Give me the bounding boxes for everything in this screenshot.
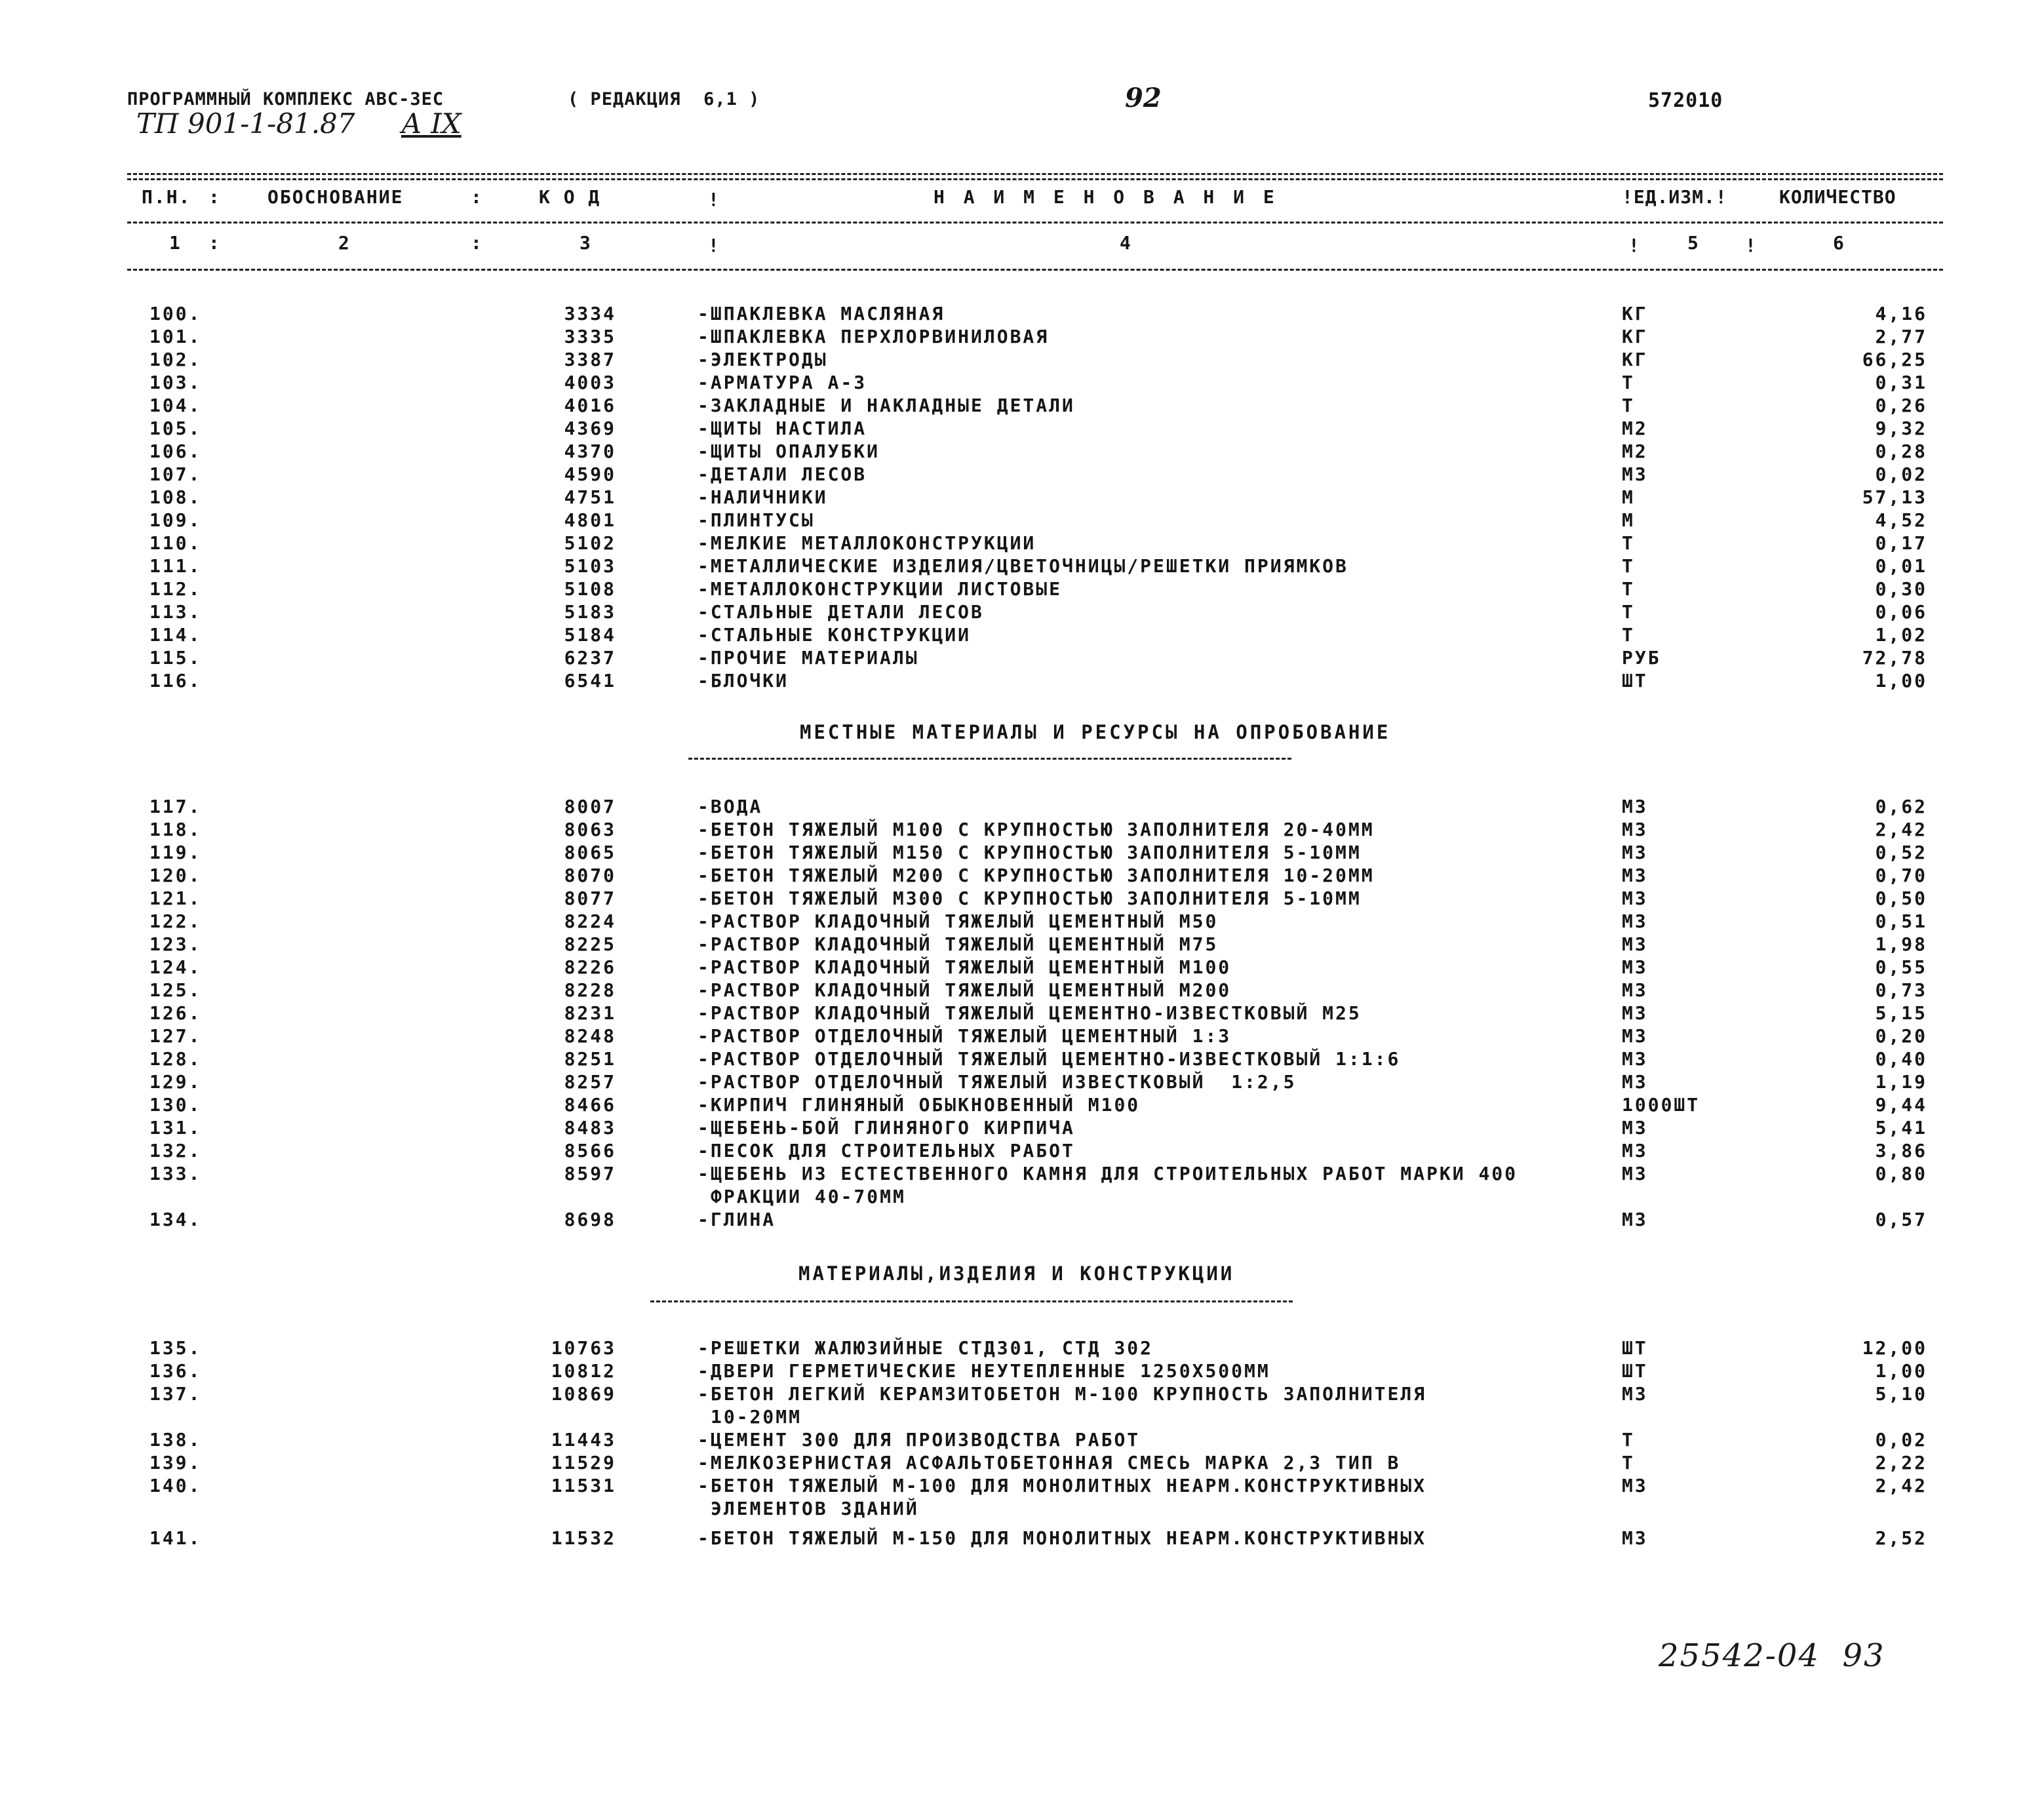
- col-code-header: К О Д: [539, 186, 601, 208]
- table-row: 129. 8257 -РАСТВОР ОТДЕЛОЧНЫЙ ТЯЖЕЛЫЙ ИЗВЕСТКОВЫЙ 1:2,5 М3 1,19: [149, 1071, 1927, 1093]
- col-num-3: 3: [580, 232, 592, 254]
- col-num-5: 5: [1687, 232, 1700, 254]
- table-row: 124. 8226 -РАСТВОР КЛАДОЧНЫЙ ТЯЖЕЛЫЙ ЦЕМЕНТНЫЙ М100 М3 0,55: [149, 956, 1927, 978]
- table-row: 136. 10812 -ДВЕРИ ГЕРМЕТИЧЕСКИЕ НЕУТЕПЛЕННЫЕ 1250Х500ММ ШТ 1,00: [149, 1360, 1927, 1382]
- table-row: 119. 8065 -БЕТОН ТЯЖЕЛЫЙ М150 С КРУПНОСТЬЮ ЗАПОЛНИТЕЛЯ 5-10ММ М3 0,52: [149, 842, 1927, 863]
- table-row: 106. 4370 -ЩИТЫ ОПАЛУБКИ М2 0,28: [149, 440, 1927, 462]
- table-row-continuation: ФРАКЦИИ 40-70ММ: [711, 1186, 906, 1207]
- table-row: 141. 11532 -БЕТОН ТЯЖЕЛЫЙ М-150 ДЛЯ МОНОЛИТНЫХ НЕАРМ.КОНСТРУКТИВНЫХ М3 2,52: [149, 1527, 1927, 1549]
- handwritten-inventory-number: 25542-04 93: [1659, 1637, 1885, 1674]
- table-row: 117. 8007 -ВОДА М3 0,62: [149, 796, 1927, 817]
- page-number: 92: [1125, 83, 1162, 113]
- col-sep: !: [1628, 235, 1641, 256]
- col-sep: :: [471, 232, 483, 254]
- table-row: 138. 11443 -ЦЕМЕНТ 300 ДЛЯ ПРОИЗВОДСТВА РАБОТ Т 0,02: [149, 1429, 1927, 1451]
- col-pn-header: П.Н.: [142, 186, 191, 208]
- col-sep: :: [471, 186, 483, 208]
- table-row: 110. 5102 -МЕЛКИЕ МЕТАЛЛОКОНСТРУКЦИИ Т 0,17: [149, 532, 1927, 554]
- document-code: 572010: [1648, 89, 1723, 112]
- table-row: 127. 8248 -РАСТВОР ОТДЕЛОЧНЫЙ ТЯЖЕЛЫЙ ЦЕМЕНТНЫЙ 1:3 М3 0,20: [149, 1025, 1927, 1047]
- col-name-header: Н А И М Е Н О В А Н И Е: [934, 186, 1278, 208]
- program-name: ПРОГРАММНЫЙ КОМПЛЕКС АВС-ЗЕС: [127, 89, 444, 109]
- col-unit-header: !ЕД.ИЗМ.!: [1622, 186, 1727, 208]
- table-row: 123. 8225 -РАСТВОР КЛАДОЧНЫЙ ТЯЖЕЛЫЙ ЦЕМЕНТНЫЙ М75 М3 1,98: [149, 933, 1927, 955]
- table-row: 112. 5108 -МЕТАЛЛОКОНСТРУКЦИИ ЛИСТОВЫЕ Т 0,30: [149, 578, 1927, 600]
- table-row: 120. 8070 -БЕТОН ТЯЖЕЛЫЙ М200 С КРУПНОСТЬЮ ЗАПОЛНИТЕЛЯ 10-20ММ М3 0,70: [149, 865, 1927, 886]
- table-row: 100. 3334 -ШПАКЛЕВКА МАСЛЯНАЯ КГ 4,16: [149, 303, 1927, 324]
- section-underline: [688, 758, 1291, 760]
- table-row: 104. 4016 -ЗАКЛАДНЫЕ И НАКЛАДНЫЕ ДЕТАЛИ Т 0,26: [149, 395, 1927, 416]
- table-row-continuation: 10-20ММ: [711, 1406, 802, 1428]
- table-row: 128. 8251 -РАСТВОР ОТДЕЛОЧНЫЙ ТЯЖЕЛЫЙ ЦЕМЕНТНО-ИЗВЕСТКОВЫЙ 1:1:6 М3 0,40: [149, 1048, 1927, 1070]
- table-row: 108. 4751 -НАЛИЧНИКИ М 57,13: [149, 486, 1927, 508]
- handwritten-album-ref: А IX: [401, 107, 462, 140]
- table-row: 118. 8063 -БЕТОН ТЯЖЕЛЫЙ М100 С КРУПНОСТЬЮ ЗАПОЛНИТЕЛЯ 20-40ММ М3 2,42: [149, 819, 1927, 840]
- header-mid-rule: [127, 222, 1943, 224]
- table-row: 115. 6237 -ПРОЧИЕ МАТЕРИАЛЫ РУБ 72,78: [149, 647, 1927, 669]
- table-row: 109. 4801 -ПЛИНТУСЫ М 4,52: [149, 509, 1927, 531]
- table-row: 126. 8231 -РАСТВОР КЛАДОЧНЫЙ ТЯЖЕЛЫЙ ЦЕМЕНТНО-ИЗВЕСТКОВЫЙ М25 М3 5,15: [149, 1002, 1927, 1024]
- handwritten-project-ref: ТП 901-1-81.87: [136, 107, 355, 140]
- col-sep: :: [208, 232, 221, 254]
- table-row-continuation: ЭЛЕМЕНТОВ ЗДАНИЙ: [711, 1498, 919, 1519]
- col-sep: !: [708, 235, 720, 256]
- section-heading-materials: МАТЕРИАЛЫ,ИЗДЕЛИЯ И КОНСТРУКЦИИ: [798, 1262, 1235, 1285]
- table-row: 133. 8597 -ЩЕБЕНЬ ИЗ ЕСТЕСТВЕННОГО КАМНЯ ДЛЯ СТРОИТЕЛЬНЫХ РАБОТ МАРКИ 400 М3 0,80: [149, 1163, 1927, 1184]
- col-sep: !: [1745, 235, 1758, 256]
- table-row: 102. 3387 -ЭЛЕКТРОДЫ КГ 66,25: [149, 349, 1927, 370]
- table-row: 105. 4369 -ЩИТЫ НАСТИЛА М2 9,32: [149, 418, 1927, 439]
- table-row: 130. 8466 -КИРПИЧ ГЛИНЯНЫЙ ОБЫКНОВЕННЫЙ М100 1000ШТ 9,44: [149, 1094, 1927, 1116]
- table-row: 131. 8483 -ЩЕБЕНЬ-БОЙ ГЛИНЯНОГО КИРПИЧА М3 5,41: [149, 1117, 1927, 1139]
- table-top-rule: [127, 173, 1943, 175]
- table-row: 103. 4003 -АРМАТУРА А-3 Т 0,31: [149, 372, 1927, 393]
- edition-label: ( РЕДАКЦИЯ 6,1 ): [568, 89, 760, 109]
- table-row: 116. 6541 -БЛОЧКИ ШТ 1,00: [149, 670, 1927, 692]
- col-num-6: 6: [1833, 232, 1845, 254]
- col-num-4: 4: [1120, 232, 1132, 254]
- table-row: 135. 10763 -РЕШЕТКИ ЖАЛЮЗИЙНЫЕ СТД301, СТД 302 ШТ 12,00: [149, 1337, 1927, 1359]
- col-num-1: 1: [169, 232, 182, 254]
- table-row: 121. 8077 -БЕТОН ТЯЖЕЛЫЙ М300 С КРУПНОСТЬЮ ЗАПОЛНИТЕЛЯ 5-10ММ М3 0,50: [149, 888, 1927, 909]
- table-row: 113. 5183 -СТАЛЬНЫЕ ДЕТАЛИ ЛЕСОВ Т 0,06: [149, 601, 1927, 623]
- table-row: 122. 8224 -РАСТВОР КЛАДОЧНЫЙ ТЯЖЕЛЫЙ ЦЕМЕНТНЫЙ М50 М3 0,51: [149, 910, 1927, 932]
- table-row: 107. 4590 -ДЕТАЛИ ЛЕСОВ М3 0,02: [149, 463, 1927, 485]
- table-row: 125. 8228 -РАСТВОР КЛАДОЧНЫЙ ТЯЖЕЛЫЙ ЦЕМЕНТНЫЙ М200 М3 0,73: [149, 979, 1927, 1001]
- col-qty-header: КОЛИЧЕСТВО: [1779, 186, 1897, 208]
- col-num-2: 2: [338, 232, 351, 254]
- col-basis-header: ОБОСНОВАНИЕ: [267, 186, 404, 208]
- table-row: 137. 10869 -БЕТОН ЛЕГКИЙ КЕРАМЗИТОБЕТОН М-100 КРУПНОСТЬ ЗАПОЛНИТЕЛЯ М3 5,10: [149, 1383, 1927, 1405]
- header-bottom-rule: [127, 269, 1943, 271]
- table-row: 134. 8698 -ГЛИНА М3 0,57: [149, 1209, 1927, 1230]
- table-row: 139. 11529 -МЕЛКОЗЕРНИСТАЯ АСФАЛЬТОБЕТОННАЯ СМЕСЬ МАРКА 2,3 ТИП В Т 2,22: [149, 1452, 1927, 1474]
- table-row: 111. 5103 -МЕТАЛЛИЧЕСКИЕ ИЗДЕЛИЯ/ЦВЕТОЧНИЦЫ/РЕШЕТКИ ПРИЯМКОВ Т 0,01: [149, 555, 1927, 577]
- table-top-rule-2: [127, 178, 1943, 180]
- table-row: 114. 5184 -СТАЛЬНЫЕ КОНСТРУКЦИИ Т 1,02: [149, 624, 1927, 646]
- section-heading-local-materials: МЕСТНЫЕ МАТЕРИАЛЫ И РЕСУРСЫ НА ОПРОБОВАНИЕ: [800, 721, 1391, 743]
- section-underline: [650, 1300, 1293, 1302]
- col-sep: !: [708, 189, 720, 210]
- col-sep: :: [208, 186, 221, 208]
- table-row: 140. 11531 -БЕТОН ТЯЖЕЛЫЙ М-100 ДЛЯ МОНОЛИТНЫХ НЕАРМ.КОНСТРУКТИВНЫХ М3 2,42: [149, 1475, 1927, 1496]
- table-row: 132. 8566 -ПЕСОК ДЛЯ СТРОИТЕЛЬНЫХ РАБОТ М3 3,86: [149, 1140, 1927, 1162]
- table-row: 101. 3335 -ШПАКЛЕВКА ПЕРХЛОРВИНИЛОВАЯ КГ 2,77: [149, 326, 1927, 347]
